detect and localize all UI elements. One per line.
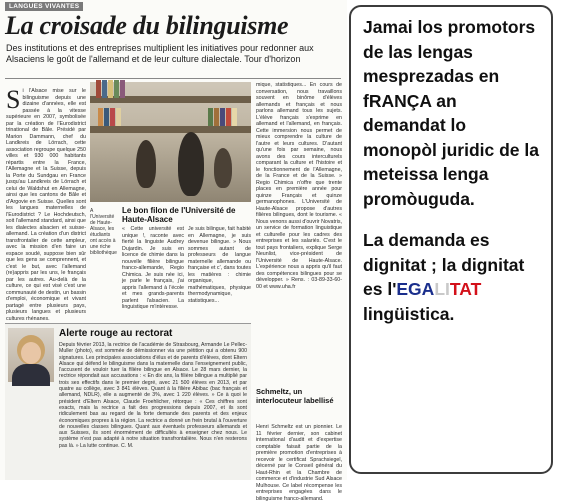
article-column-3: Je suis bilingue, fait habité en Allemagne, je suis devenue bilingue. » Nous sommes autant de professeurs de langue maternelle allemande ou française et c', dans toutes les matières : chimie organique, mathématiques, physique thermodynamique, statistiques...: [188, 226, 251, 304]
subheading-alert: Alerte rouge au rectorat: [59, 328, 173, 339]
photo-caption: A l'Université de Haute-Alsace, les étudiants ont accès à une riche bibliothèque: [90, 208, 117, 256]
section-tag: LANGUES VIVANTES: [5, 2, 83, 11]
egalitat-blue-part: EGA: [396, 279, 435, 299]
alert-text: Depuis février 2013, la rectrice de l'académie de Strasbourg, Armande Le Pellec-Muller (photo), est sommée de démissionner via une pétition qui a obtenu 900 signatures. Les principales associations d'élus et de parents d'élèves, dont Eltern Alsace qui défend le bilinguisme dans la maternelle dans l'enseignement public, l'accusent de vouloir tuer la filière bilingue en Alsace. Le 28 mars dernier, la rectrice répondait aux accusations : « En dix ans, la filière bilingue a multiplié par trois ses effectifs dans le premier degré, avec 21 500 élèves en 2013, et par quatre au collège, avec 3 841 élèves. Quant à la filière Abibac (bac français et allemand, NDLR), elle a augmenté de 3%, avec 1 220 élèves. » Ce à quoi le président d'Eltern Alsace, Claude Froehlicher, rétorque : « Ces chiffres sont exacts, mais la rectrice a fait des progressions depuis 2007, et ils sont ridiculement bas au regard de la forte demande des parents et des enjeux économiques propres à la région. La rectrice a donné un frein brutal à l'ouverture de nouvelles classes bilingues. Quant aux éventuels professeurs allemands et aux Suisses, ils sont énormément de difficultés à enseigner chez nous. Le système n'est pas adapté à notre situation transfrontalière. Nous n'en resterons pas là. » La lutte continue. C. M.: [59, 342, 247, 449]
column-1-text: i l'Alsace mise sur le bilinguisme depuis une dizaine d'années, elle est passée à la vitesse supérieure en 2007, symbolisée par la création de l'Eurodistrict trinational de Bâle. Présidé par Marion Dammann, chef du Landkreis de Lörrach, cette association regroupe quelque 250 villes et 930 000 habitants répartis entre la France, l'Allemagne et la Suisse, depuis la Porte du Sundgau en France jusqu'au Landkreis de Lörrach et celui de Waldshut en Allemagne, ainsi que les cantons de Bâle et d'Argovie en Suisse. Quelles sont les langues maternelles de l'Eurodistrict ? Le Hochdeutsch, soit l'allemand standard, ainsi que les dialectes alsacien et suisse-allemand. La création d'un district transfrontalier de cette ampleur, avec la mission d'en faire un espace soudé, suppose bien sûr que les gens se comprennent, et c'est le but, avec l'allemand (re)appris par les uns, le français par les autres. Au-delà de la culture, ce qui est visé c'est une communauté de destin, un bassin d'emploi, économique et vivant partagé entre plusieurs pays, plusieurs langues et plusieurs cultures rhénanes.: [6, 88, 86, 322]
article-column-5: Henri Schmeltz est un pionnier. Le 11 février dernier, son cabinet international d'audit et d'expertise comptable faisait partie de la première promotion d'entreprises à recevoir le certificat Sprachsiegel, décerné par le Conseil général du Haut-Rhin et la Chambre de commerce et d'industrie Sud Alsace Mulhouse. Ce label récompense les entreprises engagées dans le bilinguisme franco-allemand.: [256, 424, 342, 502]
message-paragraph-2-lead: La demanda es dignitat ; la dignitat es: [363, 230, 525, 299]
drop-cap: S: [6, 85, 21, 114]
subheading-schmeltz: Schmeltz, un interlocuteur labellisé: [256, 387, 334, 405]
message-paragraph-1: Jamai los promotors de las lengas mesprezadas en fRANÇA an demandat lo monopòl juridic de la meteissa lenga promòuguda.: [363, 17, 539, 209]
article-column-2: « Cette université est unique !, raconte avec fierté la linguiste Audrey Dujardin. Je suis en licence de chimie dans la nouvelle filière bilingue franco-allemande, Regio Chimica. Je suis née ici, je parle le français, j'ai appris l'allemand à l'école et mes grands-parents parlent l'alsacien. La linguistique m'intéresse.: [122, 226, 184, 310]
headline-divider: [5, 78, 341, 79]
egalitat-white-part: LI: [434, 279, 450, 299]
egalitat-prefix: l': [387, 279, 397, 299]
subheading-university: Le bon filon de l'Université de Haute-Alsace: [122, 206, 236, 224]
article-standfirst: Des institutions et des entreprises multiplient les initiatives pour redonner aux Alsaciens le goût de l'allemand et de leur culture dialectale. Tour d'horizon: [6, 43, 314, 64]
article-column-4: [256, 82, 342, 382]
sidebar-box-rectorat: [5, 323, 251, 480]
rectrice-photo: [8, 328, 54, 382]
message-box: [349, 5, 553, 474]
article-headline: La croisade du bilinguisme: [5, 11, 289, 40]
column-4-text: mique, statistiques... En cours de conversation, nous travaillons souvent en binôme d'élèves allemands et français et nous parlons allemand tous les sujets. L'élève français s'exprime en allemand et l'allemand, en français. Cette immersion nous permet de mieux comprendre la culture de l'autre et leurs cultures. D'autant qu'une fois par semaine, nous avons des cours interculturels comparant la culture et l'histoire et le fonctionnement de l'Allemagne, de la France et de la Suisse. » Regio Chimica n'offre que trente places en première année pour quinze Français et quinze germanophones. L'Université de Haute-Alsace propose d'autres filières bilingues, dont le tourisme. « Nous venons aussi d'ouvrir Novatris, un service de formation linguistique et culturelle pour les cadres des entreprises et les salariés. C'est le tout pays frontaliers, explique Serge Neunlist, vice-président de l'Université de Haute-Alsace. L'expérience nous a appris qu'il faut des compétences bilingues pour se développer. »: [256, 82, 342, 283]
egalitat-red-part: TAT: [449, 279, 482, 299]
article-column-1: [6, 85, 86, 322]
contact-line: Rens. : 03-89-33-60-00 et www.uha.fr: [256, 277, 342, 290]
message-paragraph-2-end: lingüistica.: [363, 303, 455, 324]
library-photo: [90, 82, 251, 202]
message-paragraph-2: [363, 228, 541, 326]
